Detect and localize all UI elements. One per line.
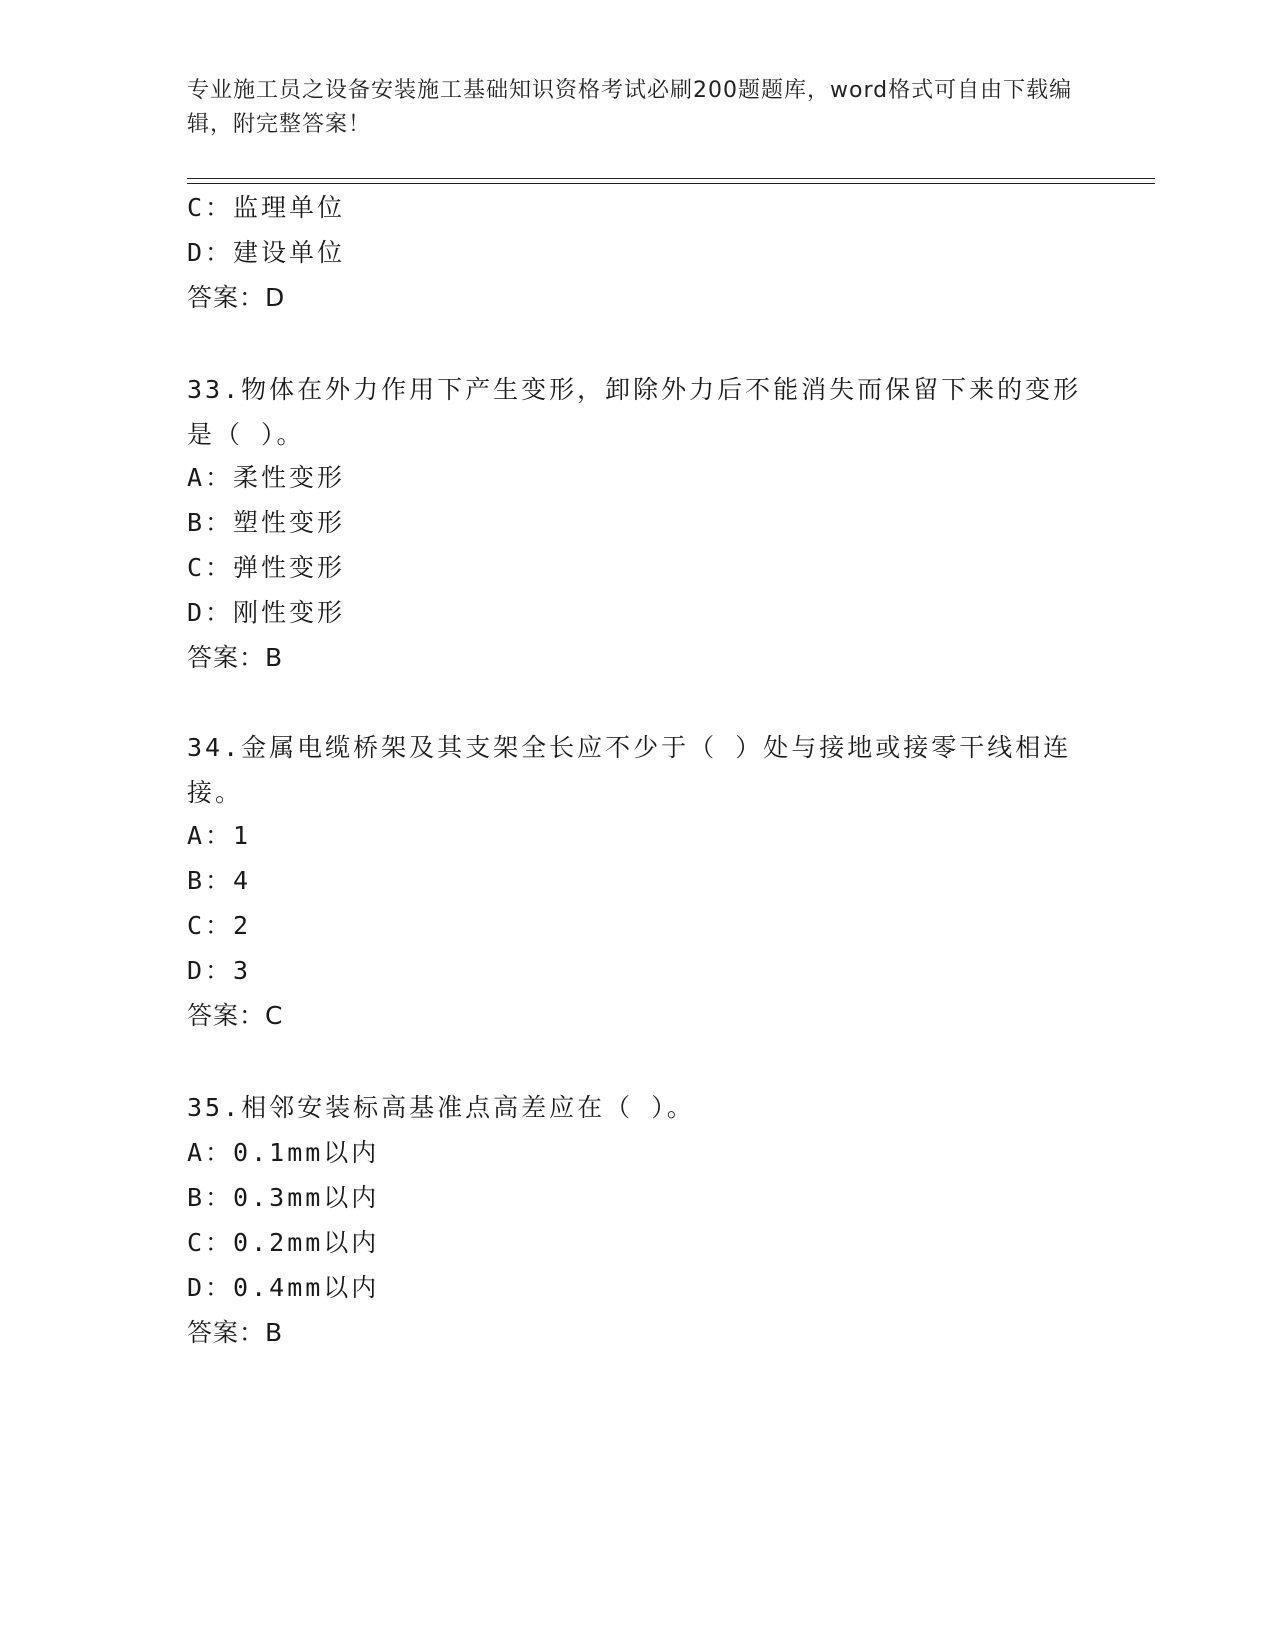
question-stem-33: 33.物体在外力作用下产生变形，卸除外力后不能消失而保留下来的变形是（ ）。 [187, 375, 1082, 449]
option-b: B：塑性变形 [187, 508, 346, 537]
option-d: D：0.4mm以内 [187, 1273, 380, 1302]
answer-line: 答案：B [187, 643, 284, 672]
option-d: D：刚性变形 [187, 598, 346, 627]
option-c: C：监理单位 [187, 193, 346, 222]
option-c: C：0.2mm以内 [187, 1228, 380, 1257]
header-divider-bottom [187, 183, 1155, 184]
option-d: D：3 [187, 956, 252, 985]
option-a: A：0.1mm以内 [187, 1138, 380, 1167]
header-divider-top [187, 178, 1155, 179]
option-c: C：弹性变形 [187, 553, 346, 582]
question-stem-34: 34.金属电缆桥架及其支架全长应不少于（ ）处与接地或接零干线相连接。 [187, 733, 1072, 807]
option-d: D：建设单位 [187, 238, 346, 267]
answer-line: 答案：D [187, 283, 286, 312]
answer-line: 答案：B [187, 1318, 284, 1347]
document-header: 专业施工员之设备安装施工基础知识资格考试必刷200题题库，word格式可自由下载编辑，附完整答案！ [187, 78, 1073, 137]
option-c: C：2 [187, 911, 252, 940]
option-a: A：柔性变形 [187, 463, 346, 492]
option-b: B：0.3mm以内 [187, 1183, 380, 1212]
option-b: B：4 [187, 866, 252, 895]
question-stem-35: 35.相邻安装标高基准点高差应在（ ）。 [187, 1093, 695, 1122]
option-a: A：1 [187, 821, 252, 850]
answer-line: 答案：C [187, 1001, 284, 1030]
